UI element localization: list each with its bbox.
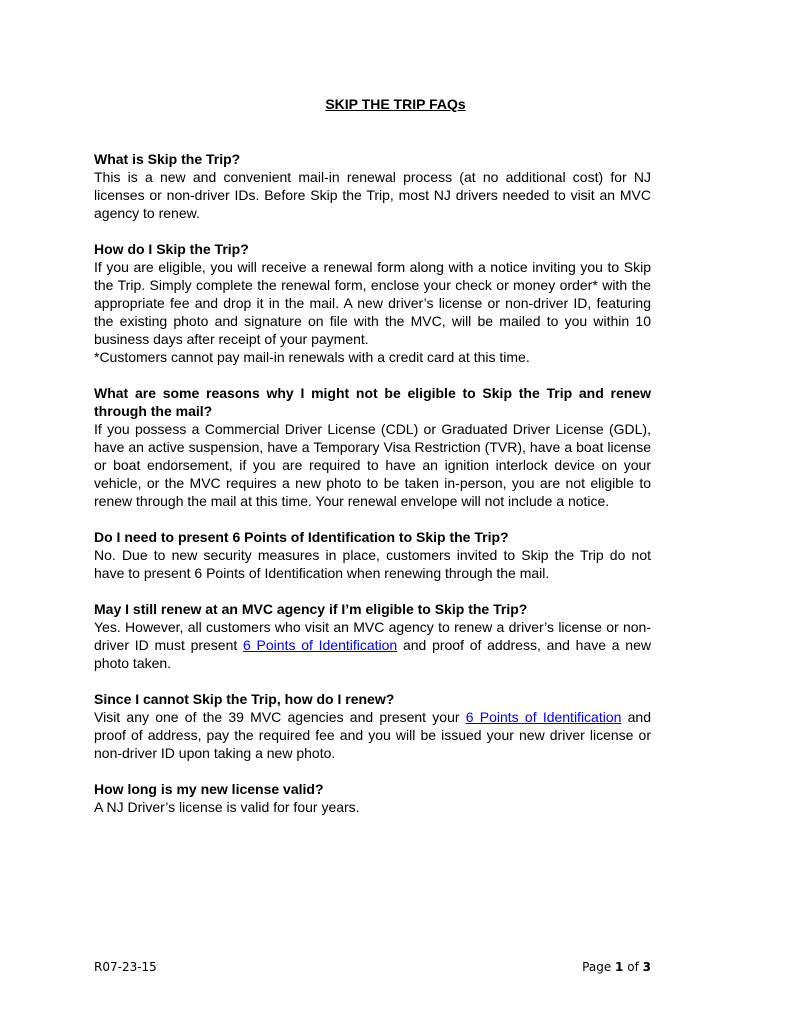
faq-answer [94, 618, 651, 672]
faq-answer: If you are eligible, you will receive a renewal form along with a notice inviting you to Skip the Trip. Simply complete the renewal form, enclose your check or money order* with the appropriate fee and drop it in the mail. A new driver’s license or non-driver ID, featuring the existing photo and signature on file with the MVC, will be mailed to you within 10 business days after receipt of your payment. [94, 259, 651, 347]
faq-item-how-to [94, 240, 651, 366]
answer-text: and proof of address, pay the required fee and you will be issued your new driver license or non-driver ID upon taking a new photo. [94, 709, 652, 761]
faq-answer: No. Due to new security measures in place, customers invited to Skip the Trip do not have to present 6 Points of Identification when renewing through the mail. [94, 547, 651, 581]
page-total: 3 [642, 960, 651, 974]
faq-content [94, 150, 651, 834]
faq-question: How do I Skip the Trip? [94, 241, 249, 257]
faq-question: What is Skip the Trip? [94, 151, 241, 167]
faq-answer: This is a new and convenient mail-in renewal process (at no additional cost) for NJ licenses or non-driver IDs. Before Skip the Trip, most NJ drivers needed to visit an MVC agency to renew. [94, 169, 651, 221]
page-word: Page [582, 960, 612, 974]
page-current: 1 [615, 960, 624, 974]
faq-question: Since I cannot Skip the Trip, how do I renew? [94, 691, 395, 707]
six-points-link[interactable]: 6 Points of Identification [243, 637, 398, 653]
faq-item-six-points [94, 528, 651, 582]
faq-answer [94, 708, 651, 762]
revision-code: R07-23-15 [94, 960, 157, 974]
faq-item-what-is [94, 150, 651, 222]
faq-question: How long is my new license valid? [94, 781, 324, 797]
page-of: of [627, 960, 639, 974]
six-points-link[interactable]: 6 Points of Identification [465, 709, 622, 725]
faq-item-validity [94, 780, 651, 816]
faq-answer: If you possess a Commercial Driver License (CDL) or Graduated Driver License (GDL), have an active suspension, have a Temporary Visa Restriction (TVR), have a boat license or boat endorsement, if you are required to have an ignition interlock device on your vehicle, or the MVC requires a new photo to be taken in-person, you are not eligible to renew through the mail at this time. Your renewal envelope will not include a notice. [94, 421, 651, 509]
faq-item-agency-renewal [94, 600, 651, 672]
answer-text: and proof of address, and have a new photo taken. [94, 637, 651, 671]
faq-question: What are some reasons why I might not be eligible to Skip the Trip and renew through the mail? [94, 385, 651, 419]
page-number [582, 958, 651, 976]
faq-item-how-renew [94, 690, 651, 762]
answer-text: Visit any one of the 39 MVC agencies and present your [94, 709, 466, 725]
faq-footnote: *Customers cannot pay mail-in renewals with a credit card at this time. [94, 349, 530, 365]
page-title: SKIP THE TRIP FAQs [325, 96, 466, 112]
faq-answer: A NJ Driver’s license is valid for four years. [94, 799, 360, 815]
answer-text: Yes. However, all customers who visit an MVC agency to renew a driver’s license or non-driver ID must present [94, 619, 651, 653]
faq-item-eligibility [94, 384, 651, 510]
faq-question: May I still renew at an MVC agency if I’m eligible to Skip the Trip? [94, 601, 528, 617]
faq-question: Do I need to present 6 Points of Identification to Skip the Trip? [94, 529, 509, 545]
